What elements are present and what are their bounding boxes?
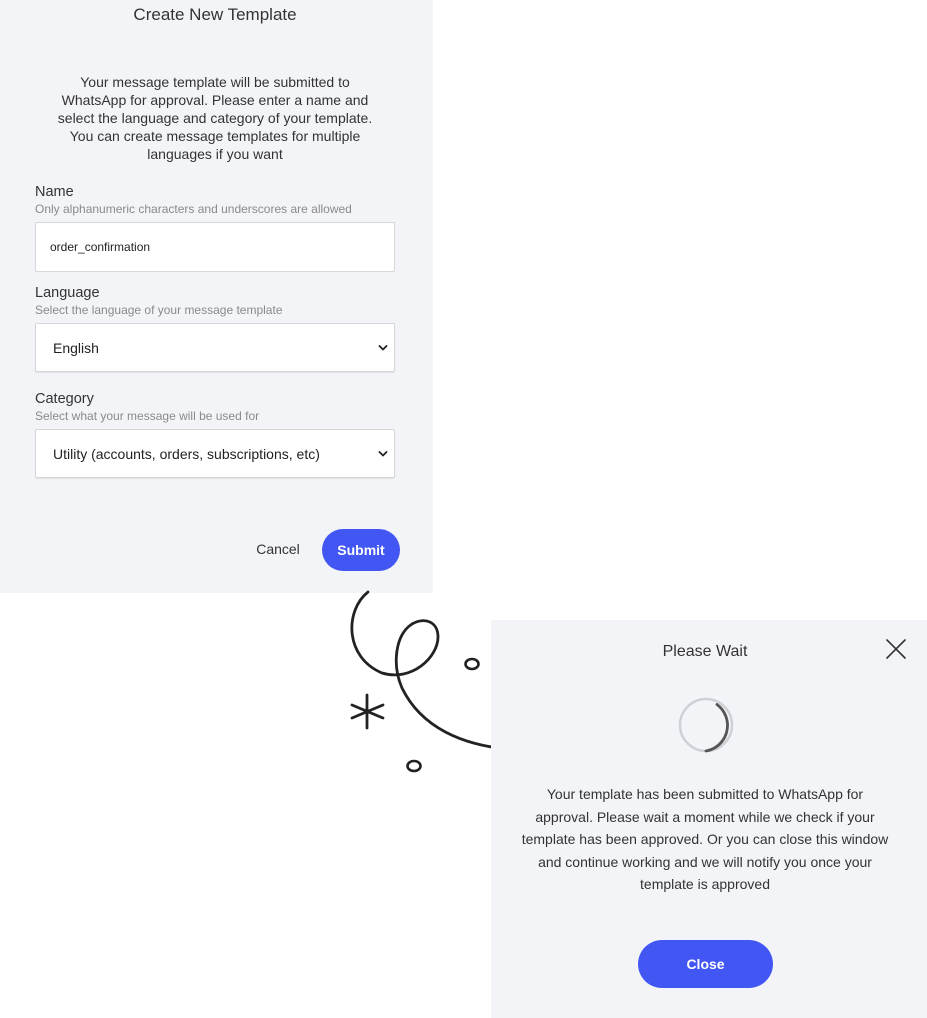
- name-input[interactable]: [36, 223, 394, 271]
- loading-spinner-icon: [677, 696, 735, 754]
- dialog-intro-text: Your message template will be submitted to WhatsApp for approval. Please enter a name and select the language and category of your template. You can create message templates for multiple languages if you want: [57, 74, 373, 162]
- category-selected-value: Utility (accounts, orders, subscriptions, etc): [53, 446, 320, 462]
- wait-message: Your template has been submitted to WhatsApp for approval. Please wait a moment while we check if your template has been approved. Or you can close this window and continue working and we will notify you once your template is approved: [521, 786, 889, 892]
- please-wait-dialog: [491, 620, 927, 1018]
- category-select[interactable]: [35, 429, 395, 478]
- chevron-down-icon: [378, 449, 388, 459]
- create-template-dialog: [0, 0, 433, 593]
- cancel-button[interactable]: Cancel: [249, 538, 307, 560]
- chevron-down-icon: [378, 343, 388, 353]
- language-label: Language: [35, 285, 100, 301]
- name-hint: Only alphanumeric characters and underscores are allowed: [35, 202, 352, 216]
- submit-button[interactable]: Submit: [322, 529, 400, 571]
- close-button[interactable]: Close: [638, 940, 773, 988]
- category-hint: Select what your message will be used for: [35, 409, 260, 423]
- dialog-title: Please Wait: [662, 643, 748, 660]
- name-field-container: [35, 222, 395, 272]
- language-selected-value: English: [53, 340, 99, 356]
- close-icon[interactable]: [885, 638, 907, 660]
- category-label: Category: [35, 391, 94, 407]
- dialog-title: Create New Template: [133, 5, 297, 24]
- name-label: Name: [35, 184, 74, 200]
- language-hint: Select the language of your message template: [35, 303, 283, 317]
- language-select[interactable]: [35, 323, 395, 372]
